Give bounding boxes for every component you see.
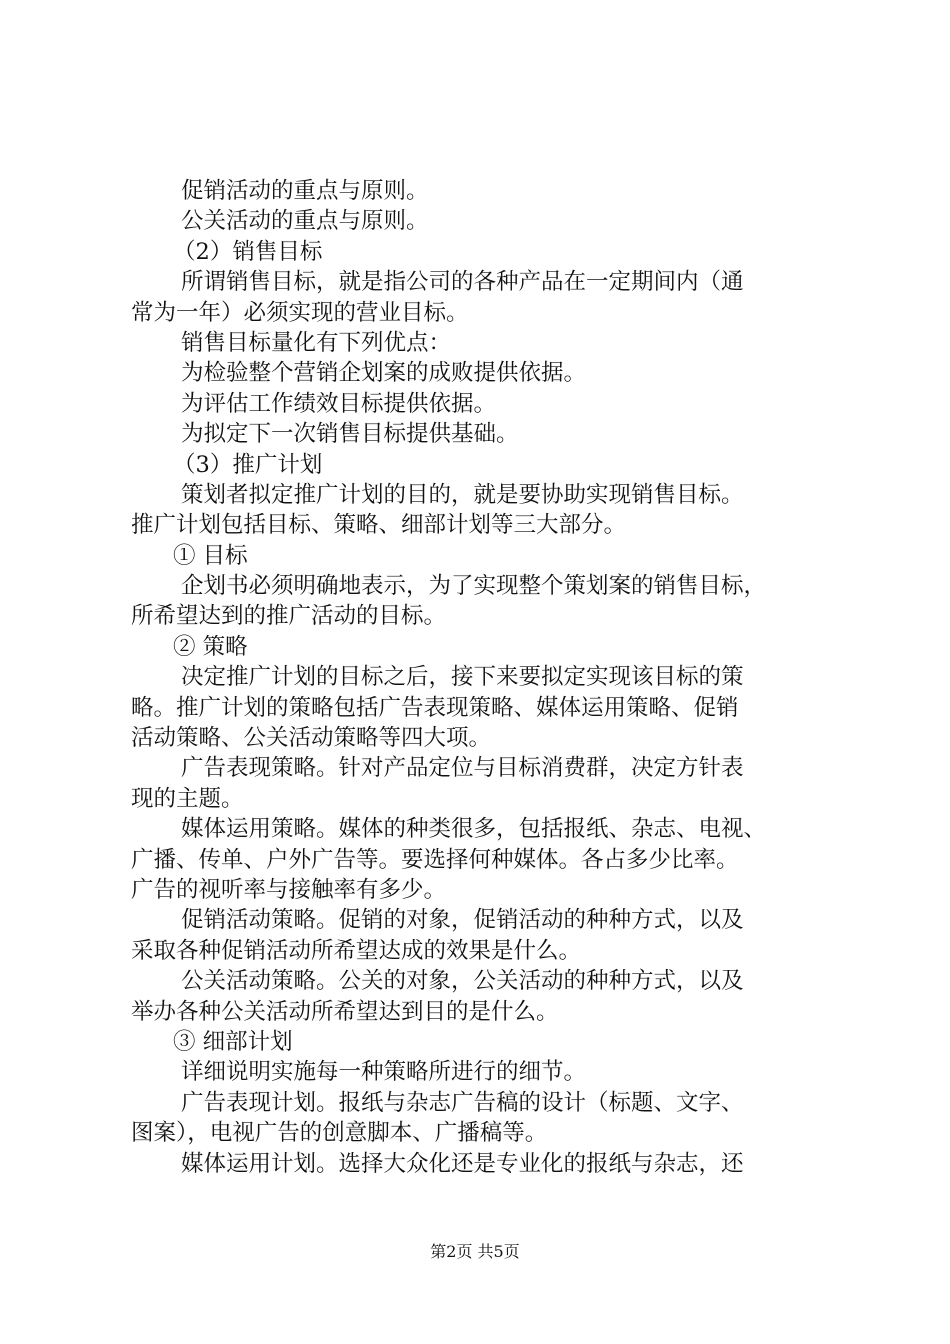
text-line: 现的主题。 <box>131 785 244 812</box>
text-line: （3）推广计划 <box>173 451 323 478</box>
text-line: 所谓销售目标，就是指公司的各种产品在一定期间内（通 <box>181 269 744 296</box>
text-line: 为检验整个营销企划案的成败提供依据。 <box>181 360 587 387</box>
text-line: 决定推广计划的目标之后，接下来要拟定实现该目标的策 <box>181 664 744 691</box>
text-line: 促销活动策略。促销的对象，促销活动的种种方式，以及 <box>181 907 744 934</box>
text-line: （2）销售目标 <box>173 238 323 265</box>
text-line: 公关活动的重点与原则。 <box>181 208 429 235</box>
page-footer: 第2页 共5页 <box>430 1242 520 1261</box>
text-line: 企划书必须明确地表示，为了实现整个策划案的销售目标， <box>181 573 767 600</box>
text-line: 图案），电视广告的创意脚本、广播稿等。 <box>131 1120 548 1147</box>
text-line: 所希望达到的推广活动的目标。 <box>131 603 447 630</box>
text-line: 详细说明实施每一种策略所进行的细节。 <box>181 1059 587 1086</box>
text-line: 采取各种促销活动所希望达成的效果是什么。 <box>131 937 582 964</box>
text-line: 举办各种公关活动所希望达到目的是什么。 <box>131 998 559 1025</box>
document-body <box>131 176 831 1179</box>
text-line: 广告表现计划。报纸与杂志广告稿的设计（标题、文字、 <box>181 1089 744 1116</box>
text-line: 公关活动策略。公关的对象，公关活动的种种方式，以及 <box>181 968 744 995</box>
text-line: 常为一年）必须实现的营业目标。 <box>131 299 469 326</box>
text-line: 略。推广计划的策略包括广告表现策略、媒体运用策略、促销 <box>131 694 739 721</box>
text-line: 广告表现策略。针对产品定位与目标消费群，决定方针表 <box>181 755 744 782</box>
text-line: 为评估工作绩效目标提供依据。 <box>181 390 497 417</box>
text-line: 策划者拟定推广计划的目的，就是要协助实现销售目标。 <box>181 481 744 508</box>
text-line: 媒体运用计划。选择大众化还是专业化的报纸与杂志，还 <box>181 1150 744 1177</box>
text-line: ① 目标 <box>173 542 248 569</box>
text-line: 销售目标量化有下列优点： <box>181 329 452 356</box>
text-line: 为拟定下一次销售目标提供基础。 <box>181 421 519 448</box>
text-line: ③ 细部计划 <box>173 1028 293 1055</box>
text-line: 广告的视听率与接触率有多少。 <box>131 876 447 903</box>
text-line: ② 策略 <box>173 633 248 660</box>
text-line: 媒体运用策略。媒体的种类很多，包括报纸、杂志、电视、 <box>181 816 767 843</box>
text-line: 推广计划包括目标、策略、细部计划等三大部分。 <box>131 512 627 539</box>
text-line: 广播、传单、户外广告等。要选择何种媒体。各占多少比率。 <box>131 846 739 873</box>
text-line: 促销活动的重点与原则。 <box>181 178 429 204</box>
text-line: 活动策略、公关活动策略等四大项。 <box>131 725 492 752</box>
